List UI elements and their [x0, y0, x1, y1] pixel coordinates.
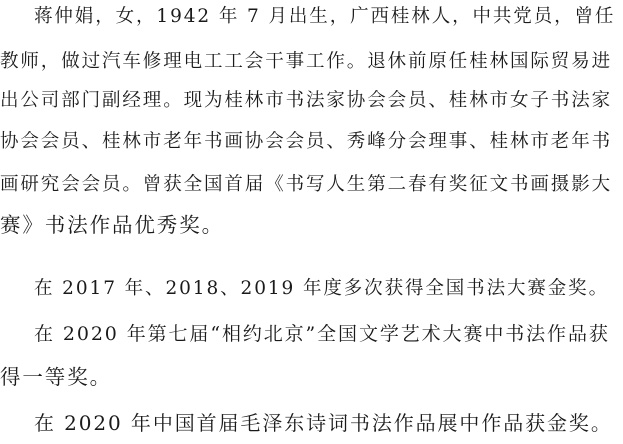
paragraph-1-line-1: 蒋仲娟，女，1942 年 7 月出生，广西桂林人，中共党员，曾任 — [34, 6, 616, 27]
paragraph-1-line-4: 协会会员、桂林市老年书画协会会员、秀峰分会理事、桂林市老年书 — [0, 131, 613, 152]
paragraph-2-line-1: 在 2017 年、2018、2019 年度多次获得全国书法大赛金奖。 — [34, 278, 609, 299]
paragraph-1-line-3: 出公司部门副经理。现为桂林市书法家协会会员、桂林市女子书法家 — [0, 90, 613, 111]
paragraph-1-line-6: 赛》书法作品优秀奖。 — [0, 213, 224, 237]
paragraph-1-line-5: 画研究会会员。曾获全国首届《书写人生第二春有奖征文书画摄影大 — [0, 174, 613, 195]
paragraph-3-line-1: 在 2020 年第七届“相约北京”全国文学艺术大赛中书法作品获 — [34, 323, 610, 345]
paragraph-3-line-2: 得一等奖。 — [0, 365, 112, 389]
paragraph-4-line-1: 在 2020 年中国首届毛泽东诗词书法作品展中作品获金奖。 — [34, 411, 613, 435]
paragraph-1-line-2: 教师，做过汽车修理电工工会干事工作。退休前原任桂林国际贸易进 — [0, 51, 613, 72]
